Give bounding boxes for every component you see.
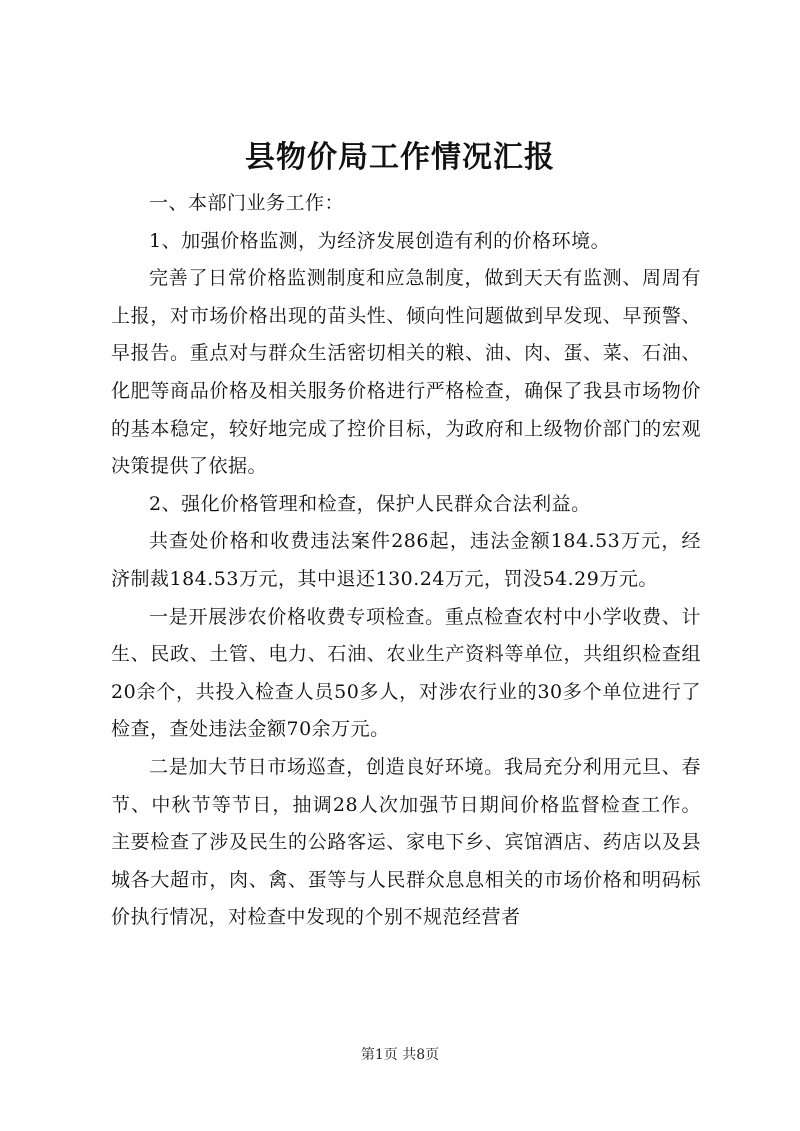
paragraph-monitoring: 完善了日常价格监测制度和应急制度，做到天天有监测、周周有上报，对市场价格出现的苗头性、倾向性问题做到早发现、早预警、早报告。重点对与群众生活密切相关的粮、油、肉、蛋、菜、石油、化肥等商品价格及相关服务价格进行严格检查，确保了我县市场物价的基本稳定，较好地完成了控价目标，为政府和上级物价部门的宏观决策提供了依据。 [111, 267, 701, 478]
subsection-heading-2: 2、强化价格管理和检查，保护人民群众合法利益。 [149, 492, 591, 515]
section-heading: 一、本部门业务工作： [149, 192, 345, 214]
document-body [111, 185, 701, 937]
page-number-footer: 第1页 共8页 [360, 1047, 440, 1063]
paragraph-holiday-inspection: 二是加大节日市场巡查，创造良好环境。我局充分利用元旦、春节、中秋节等节日，抽调28人次加强节日期间价格监督检查工作。主要检查了涉及民生的公路客运、家电下乡、宾馆酒店、药店以及县城各大超市，肉、禽、蛋等与人民群众息息相关的市场价格和明码标价执行情况，对检查中发现的个别不规范经营者 [111, 755, 701, 929]
subsection-heading-1: 1、加强价格监测，为经济发展创造有利的价格环境。 [149, 229, 611, 252]
paragraph-cases-summary: 共查处价格和收费违法案件286起，违法金额184.53万元，经济制裁184.53万元，其中退还130.24万元，罚没54.29万元。 [111, 530, 701, 590]
document-title: 县物价局工作情况汇报 [245, 140, 555, 175]
paragraph-agricultural-inspection: 一是开展涉农价格收费专项检查。重点检查农村中小学收费、计生、民政、土管、电力、石油、农业生产资料等单位，共组织检查组20余个，共投入检查人员50多人，对涉农行业的30多个单位进行了检查，查处违法金额70余万元。 [111, 605, 701, 741]
